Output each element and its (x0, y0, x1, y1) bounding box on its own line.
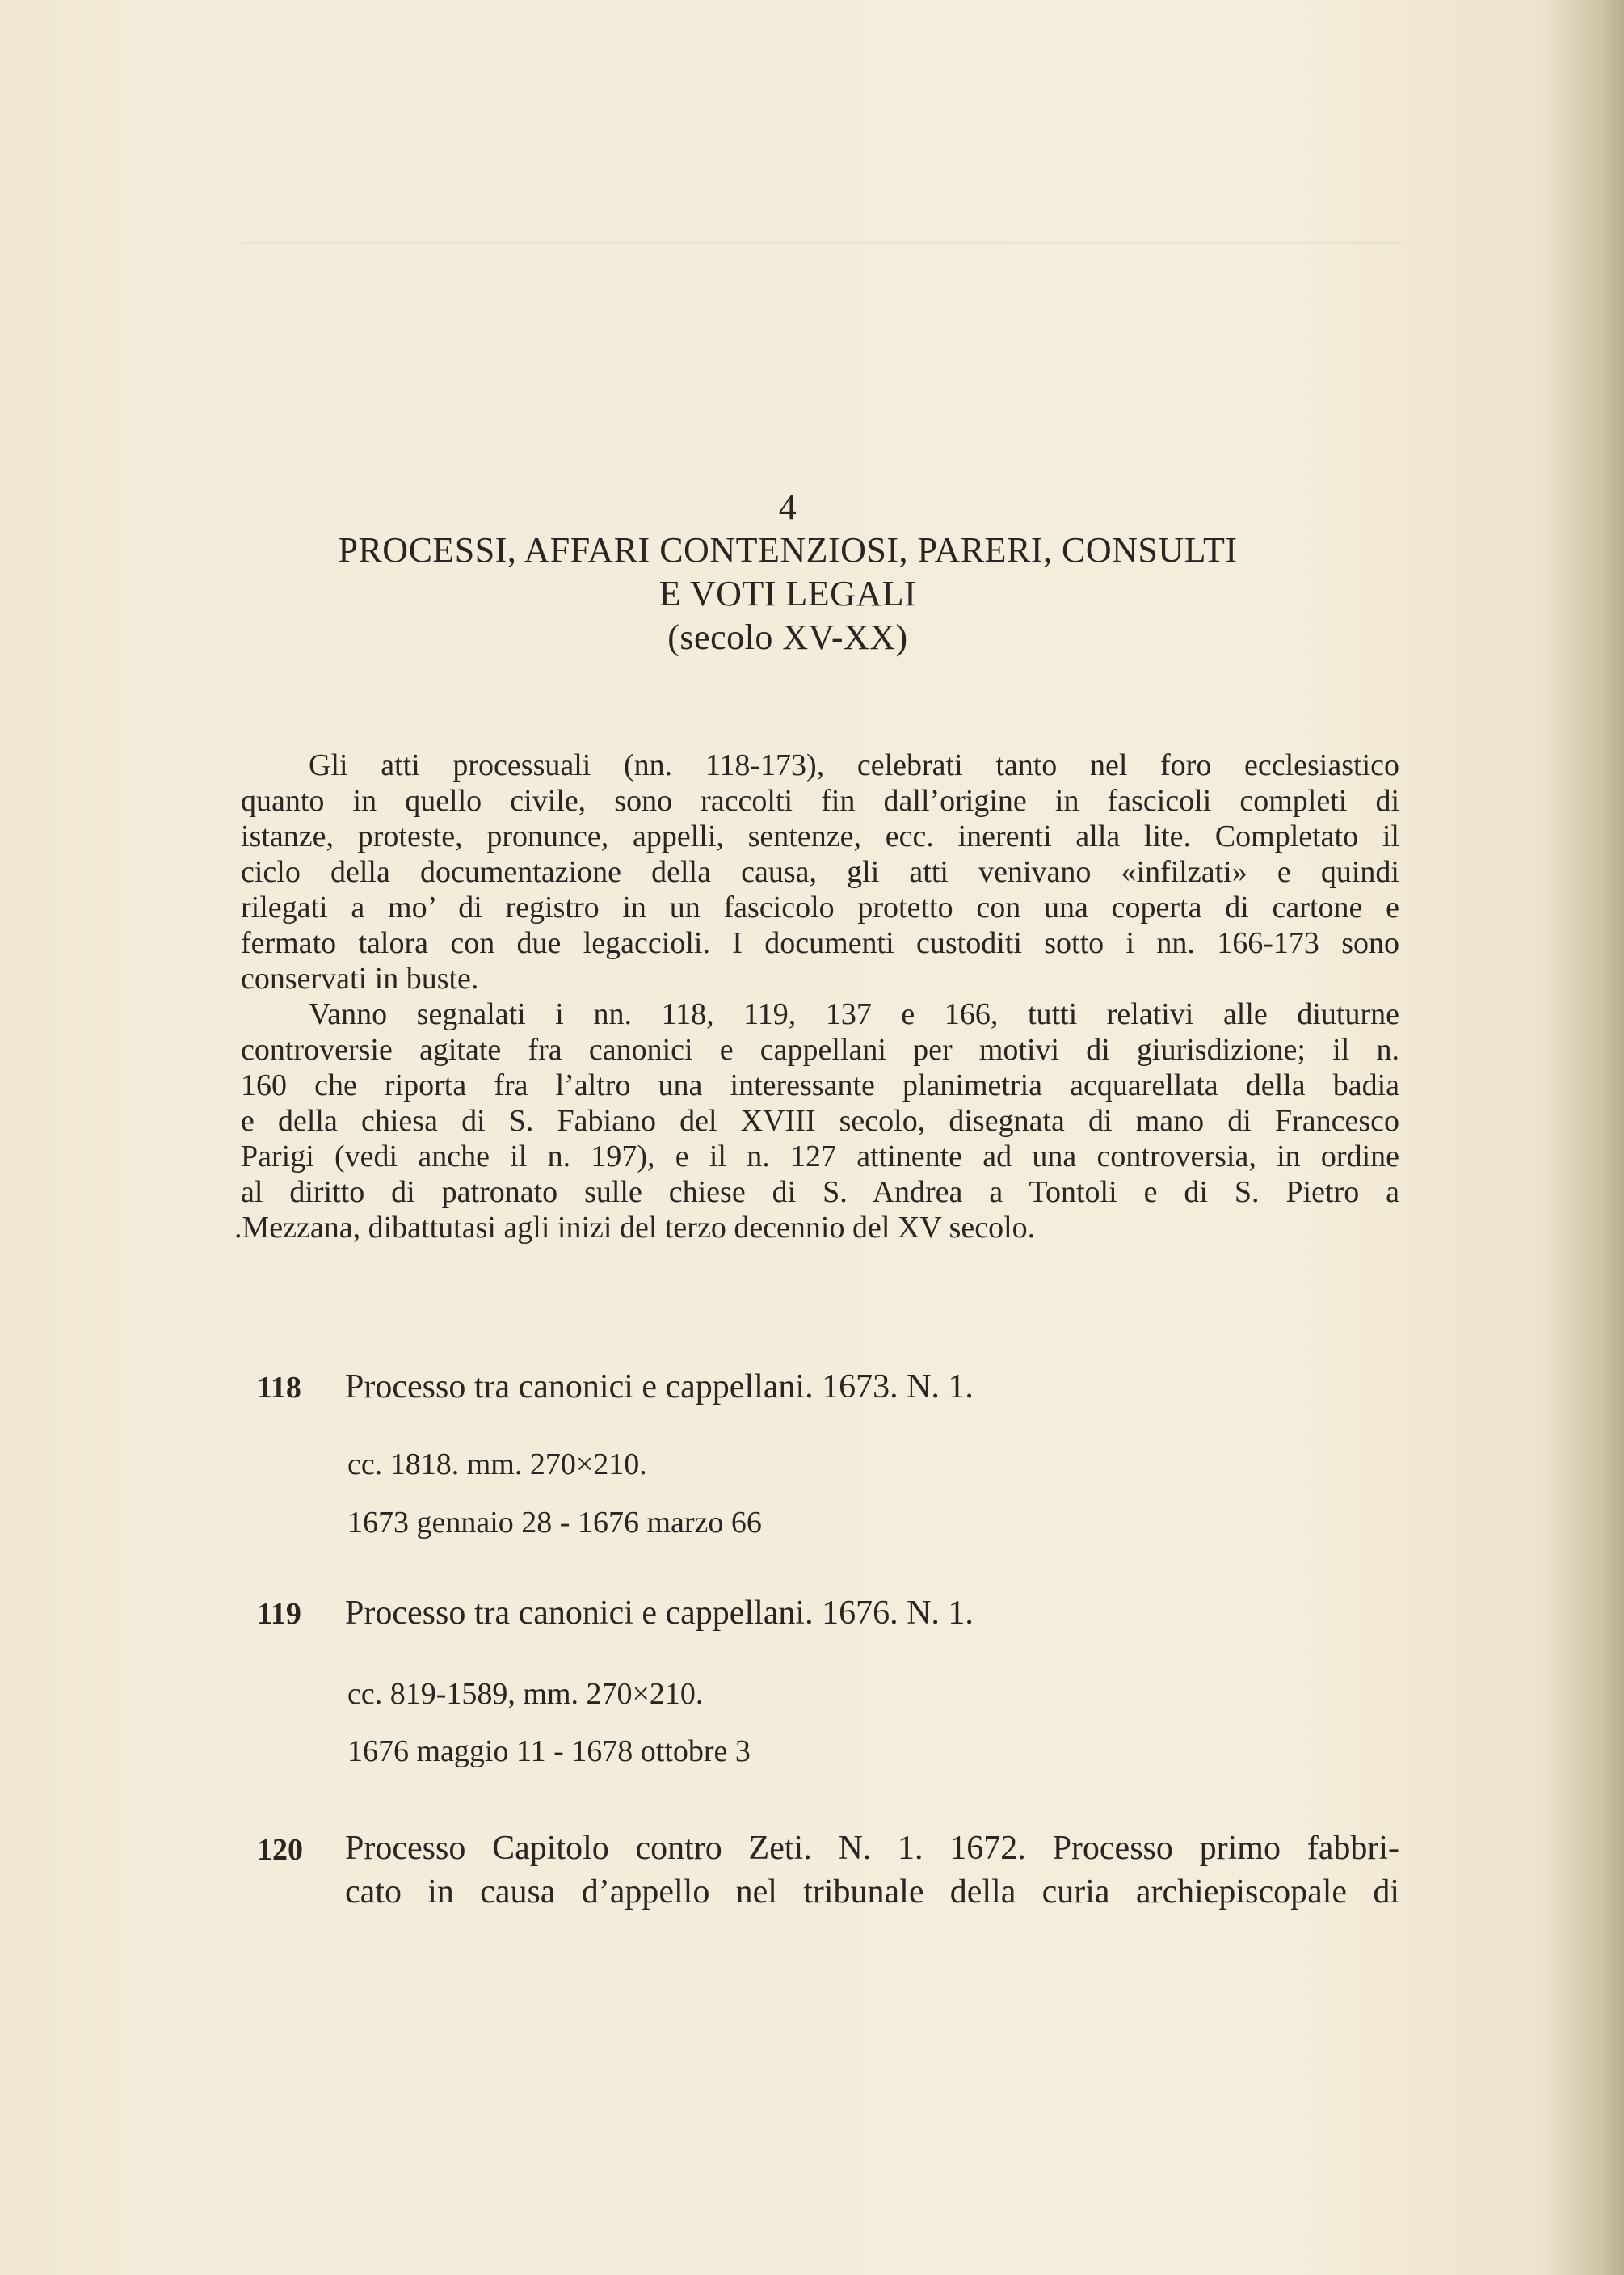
intro-line: fermato talora con due legaccioli. I documenti custoditi sotto i nn. 166-173 sono (241, 926, 1399, 960)
entry-number: 120 (257, 1833, 303, 1867)
intro-line: istanze, proteste, pronunce, appelli, sentenze, ecc. inerenti alla lite. Completato il (241, 819, 1399, 853)
entry-extent: cc. 819-1589, mm. 270×210. (347, 1677, 704, 1711)
intro-line: Gli atti processuali (nn. 118-173), celebrati tanto nel foro ecclesiastico (309, 748, 1399, 782)
section-title-line-1: PROCESSI, AFFARI CONTENZIOSI, PARERI, CONSULTI (338, 530, 1238, 570)
entry-dates: 1673 gennaio 28 - 1676 marzo 66 (347, 1506, 762, 1540)
section-number: 4 (778, 487, 797, 527)
bleed-through-line (241, 242, 1404, 244)
entry-number: 119 (257, 1597, 301, 1631)
intro-line: .Mezzana, dibattutasi agli inizi del terzo decennio del XV secolo. (234, 1211, 1036, 1245)
entry-extent: cc. 1818. mm. 270×210. (347, 1447, 647, 1481)
intro-line: conservati in buste. (241, 962, 479, 996)
entry-title-line-1: Processo Capitolo contro Zeti. N. 1. 1672. Processo primo fabbri- (345, 1830, 1399, 1867)
intro-line: controversie agitate fra canonici e cappellani per motivi di giurisdizione; il n. (241, 1033, 1399, 1067)
intro-line: e della chiesa di S. Fabiano del XVIII secolo, disegnata di mano di Francesco (241, 1104, 1399, 1138)
intro-paragraph (234, 748, 1399, 1249)
intro-line: Vanno segnalati i nn. 118, 119, 137 e 166, tutti relativi alle diuturne (309, 997, 1399, 1031)
intro-line: rilegati a mo’ di registro in un fascicolo protetto con una coperta di cartone e (241, 891, 1399, 925)
intro-line: ciclo della documentazione della causa, gli atti venivano «infilzati» e quindi (241, 855, 1399, 889)
entry-title-line-2: cato in causa d’appello nel tribunale della curia archiepiscopale di (345, 1873, 1399, 1911)
entry-title: Processo tra canonici e cappellani. 1676. N. 1. (345, 1595, 974, 1632)
intro-line: quanto in quello civile, sono raccolti fin dall’origine in fascicoli completi di (241, 784, 1399, 818)
entry-title: Processo tra canonici e cappellani. 1673. N. 1. (345, 1368, 974, 1405)
section-subtitle: (secolo XV-XX) (667, 617, 908, 657)
section-title-line-2: E VOTI LEGALI (658, 574, 917, 613)
intro-line: 160 che riporta fra l’altro una interessante planimetria acquarellata della badia (241, 1068, 1399, 1102)
entry-number: 118 (257, 1371, 301, 1405)
entry-dates: 1676 maggio 11 - 1678 ottobre 3 (347, 1734, 751, 1768)
intro-line: al diritto di patronato sulle chiese di S. Andrea a Tontoli e di S. Pietro a (241, 1175, 1399, 1209)
intro-line: Parigi (vedi anche il n. 197), e il n. 127 attinente ad una controversia, in ordine (241, 1140, 1399, 1173)
